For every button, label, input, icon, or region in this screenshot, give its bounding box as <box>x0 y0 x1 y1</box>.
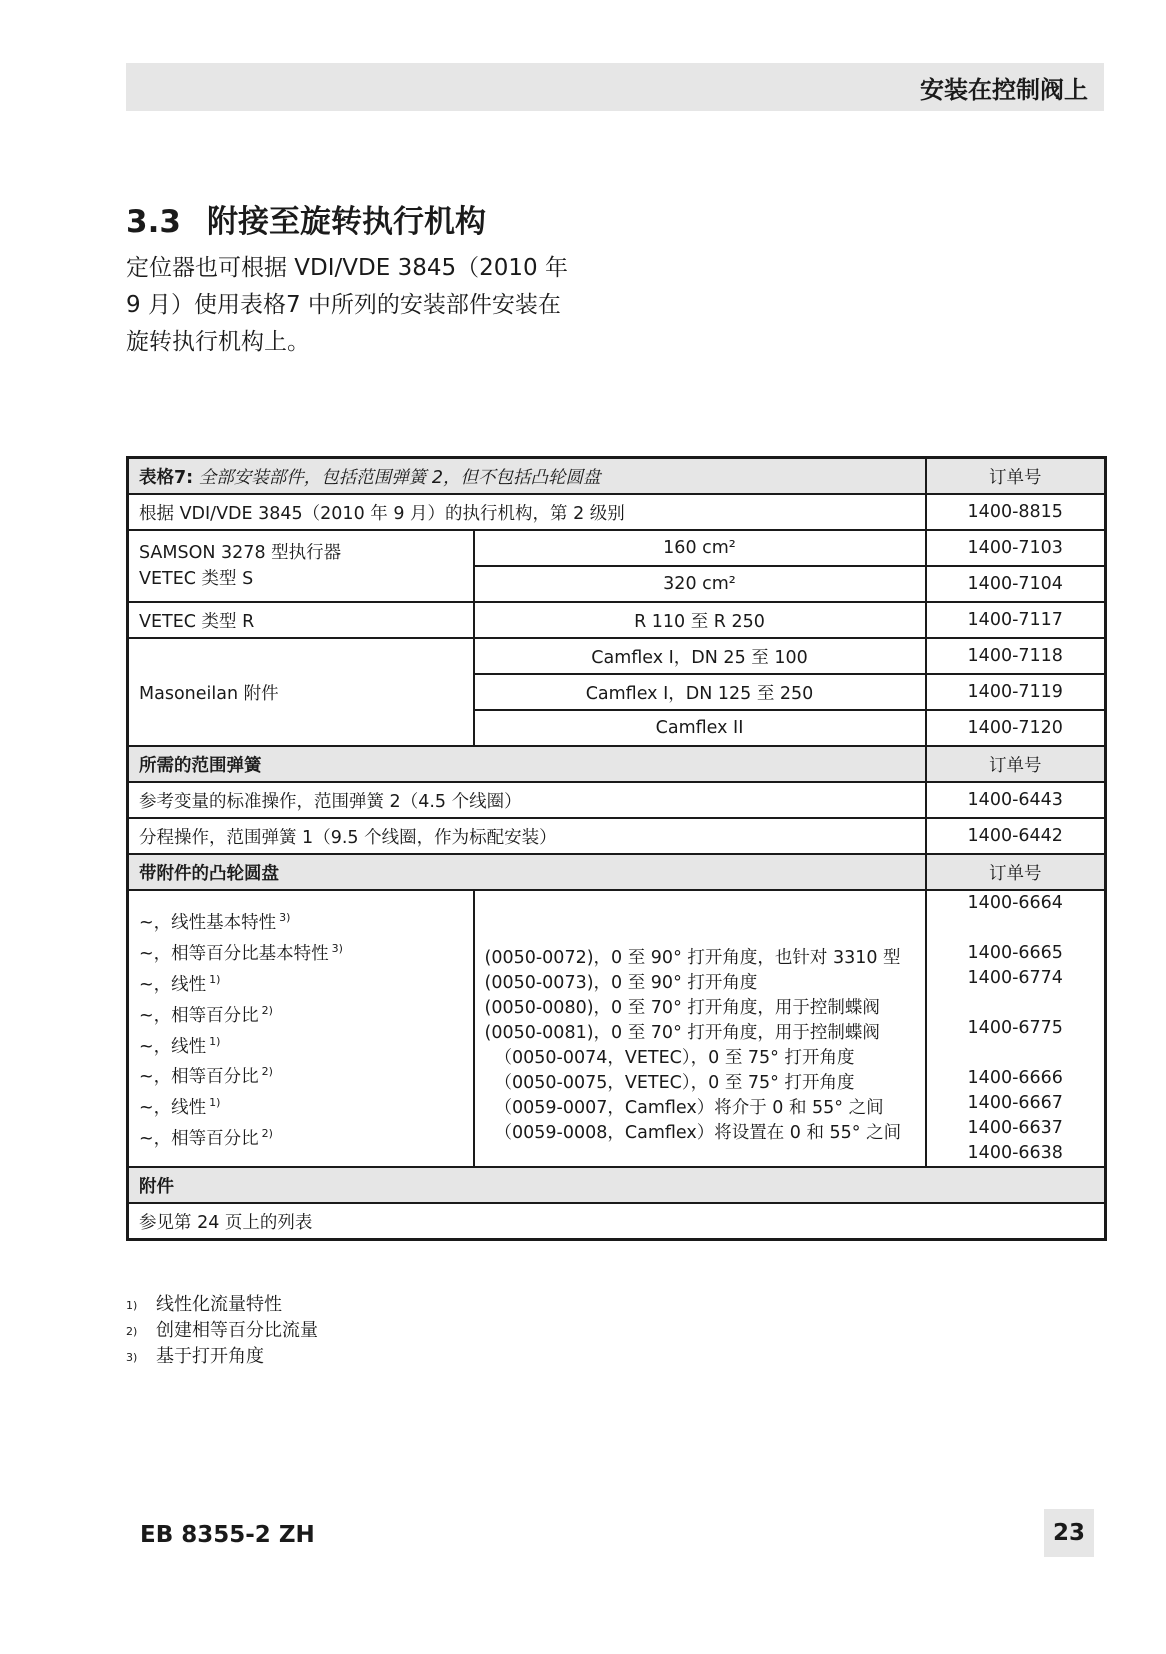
section-title: 附接至旋转执行机构 <box>207 204 486 240</box>
spring-label: 分程操作，范围弹簧 1（9.5 个线圈，作为标配安装） <box>128 818 926 854</box>
intro-line: 旋转执行机构上。 <box>126 329 310 355</box>
table-caption <box>128 458 926 495</box>
cam-description: （0050-0075，VETEC），0 至 75° 打开角度 <box>494 1072 855 1093</box>
footnote-text: 线性化流量特性 <box>156 1294 282 1315</box>
order-number: 1400-6775 <box>967 1018 1063 1038</box>
cams-header: 带附件的凸轮圆盘 <box>128 854 926 890</box>
table-row <box>128 890 1106 1167</box>
intro-line: 9 月）使用表格7 中所列的安装部件安装在 <box>126 292 561 318</box>
header-bar <box>126 63 1104 111</box>
order-number: 1400-6637 <box>967 1118 1063 1138</box>
table-row <box>128 602 1106 638</box>
header-title: 安装在控制阀上 <box>920 76 1088 104</box>
intro-line: 定位器也可根据 VDI/VDE 3845（2010 年 <box>126 255 568 281</box>
section-number: 3.3 <box>126 204 181 240</box>
table-row <box>128 494 1106 530</box>
table-row <box>128 530 1106 566</box>
footnote <box>126 1344 318 1370</box>
cam-characteristic: ~，相等百分比 $^{2)}$ <box>139 1003 273 1026</box>
table-caption-text: 全部安装部件，包括范围弹簧 2，但不包括凸轮圆盘 <box>198 467 601 488</box>
cam-descriptions-cell <box>474 890 926 1167</box>
document-id: EB 8355-2 ZH <box>140 1522 315 1548</box>
order-number: 1400-7118 <box>926 638 1106 674</box>
samson-line: VETEC 类型 S <box>139 569 254 589</box>
footnote-mark: 3) <box>126 1351 138 1364</box>
order-number: 1400-7119 <box>926 674 1106 710</box>
order-number-header: 订单号 <box>926 458 1106 495</box>
cam-description: (0050-0080)，0 至 70° 打开角度，用于控制蝶阀 <box>484 997 880 1018</box>
footnote <box>126 1292 318 1318</box>
cam-characteristic: ~，线性 $^{1)}$ <box>139 1096 221 1118</box>
cam-characteristic: ~，线性 $^{1)}$ <box>139 1034 221 1057</box>
order-number: 1400-6664 <box>967 893 1063 913</box>
actuator-spec: Camflex I，DN 125 至 250 <box>474 674 926 710</box>
table-caption-label: 表格7: <box>139 467 194 488</box>
order-number-header: 订单号 <box>926 746 1106 782</box>
table-row <box>128 638 1106 674</box>
actuator-spec: Camflex I，DN 25 至 100 <box>474 638 926 674</box>
order-number: 1400-6442 <box>926 818 1106 854</box>
cam-description: （0059-0008，Camflex）将设置在 0 和 55° 之间 <box>494 1122 902 1143</box>
table-caption-row <box>128 458 1106 495</box>
order-number: 1400-6665 <box>967 943 1063 963</box>
order-number: 1400-6638 <box>967 1143 1063 1163</box>
actuator-spec: R 110 至 R 250 <box>474 602 926 638</box>
cam-orders-cell <box>926 890 1106 1167</box>
masoneilan-label: Masoneilan 附件 <box>128 638 474 746</box>
order-number: 1400-6667 <box>967 1093 1063 1113</box>
cam-characteristics-cell <box>128 890 474 1167</box>
table-row <box>128 1203 1106 1240</box>
footnote <box>126 1318 318 1344</box>
samson-line: SAMSON 3278 型执行器 <box>139 543 342 563</box>
table-row <box>128 782 1106 818</box>
order-number: 1400-6774 <box>967 968 1063 988</box>
footnotes <box>126 1292 318 1370</box>
order-number: 1400-7103 <box>926 530 1106 566</box>
cam-characteristic: ~，相等百分比 $^{2)}$ <box>139 1126 273 1149</box>
section-header-row <box>128 746 1106 782</box>
intro-paragraph <box>126 250 606 361</box>
cam-characteristic: ~，线性 $^{1)}$ <box>139 972 221 995</box>
cam-description: (0050-0073)，0 至 90° 打开角度 <box>484 972 758 993</box>
accessories-header: 附件 <box>128 1167 1106 1203</box>
table-row <box>128 818 1106 854</box>
footnote-text: 基于打开角度 <box>156 1346 264 1367</box>
cam-characteristic: ~，线性基本特性 $^{3)}$ <box>139 911 291 934</box>
samson-actuator-label <box>128 530 474 602</box>
order-number: 1400-7120 <box>926 710 1106 746</box>
springs-header: 所需的范围弹簧 <box>128 746 926 782</box>
cam-description: （0059-0007，Camflex）将介于 0 和 55° 之间 <box>494 1097 884 1118</box>
actuator-spec: Camflex II <box>474 710 926 746</box>
spring-label: 参考变量的标准操作，范围弹簧 2（4.5 个线圈） <box>128 782 926 818</box>
order-number-header: 订单号 <box>926 854 1106 890</box>
order-number: 1400-6443 <box>926 782 1106 818</box>
accessories-text: 参见第 24 页上的列表 <box>128 1203 1106 1240</box>
vetec-r-label: VETEC 类型 R <box>128 602 474 638</box>
order-number: 1400-8815 <box>926 494 1106 530</box>
cam-description: (0050-0072)，0 至 90° 打开角度，也针对 3310 型 <box>484 947 901 968</box>
actuator-spec: 320 cm² <box>474 566 926 602</box>
actuator-spec: 160 cm² <box>474 530 926 566</box>
footnote-mark: 2) <box>126 1325 138 1338</box>
section-heading <box>126 196 486 241</box>
order-number: 1400-7117 <box>926 602 1106 638</box>
page-number: 23 <box>1044 1509 1094 1557</box>
actuator-label: 根据 VDI/VDE 3845（2010 年 9 月）的执行机构，第 2 级别 <box>128 494 926 530</box>
cam-description: (0050-0081)，0 至 70° 打开角度，用于控制蝶阀 <box>484 1022 880 1043</box>
footnote-mark: 1) <box>126 1299 138 1312</box>
section-header-row <box>128 854 1106 890</box>
cam-description: （0050-0074，VETEC），0 至 75° 打开角度 <box>494 1047 855 1068</box>
section-header-row <box>128 1167 1106 1203</box>
footnote-text: 创建相等百分比流量 <box>156 1320 318 1341</box>
order-number: 1400-6666 <box>967 1068 1063 1088</box>
cam-characteristic: ~，相等百分比 $^{2)}$ <box>139 1065 273 1088</box>
cam-characteristic: ~，相等百分比基本特性 $^{3)}$ <box>139 942 343 964</box>
order-number: 1400-7104 <box>926 566 1106 602</box>
mounting-parts-table <box>126 456 1107 1241</box>
